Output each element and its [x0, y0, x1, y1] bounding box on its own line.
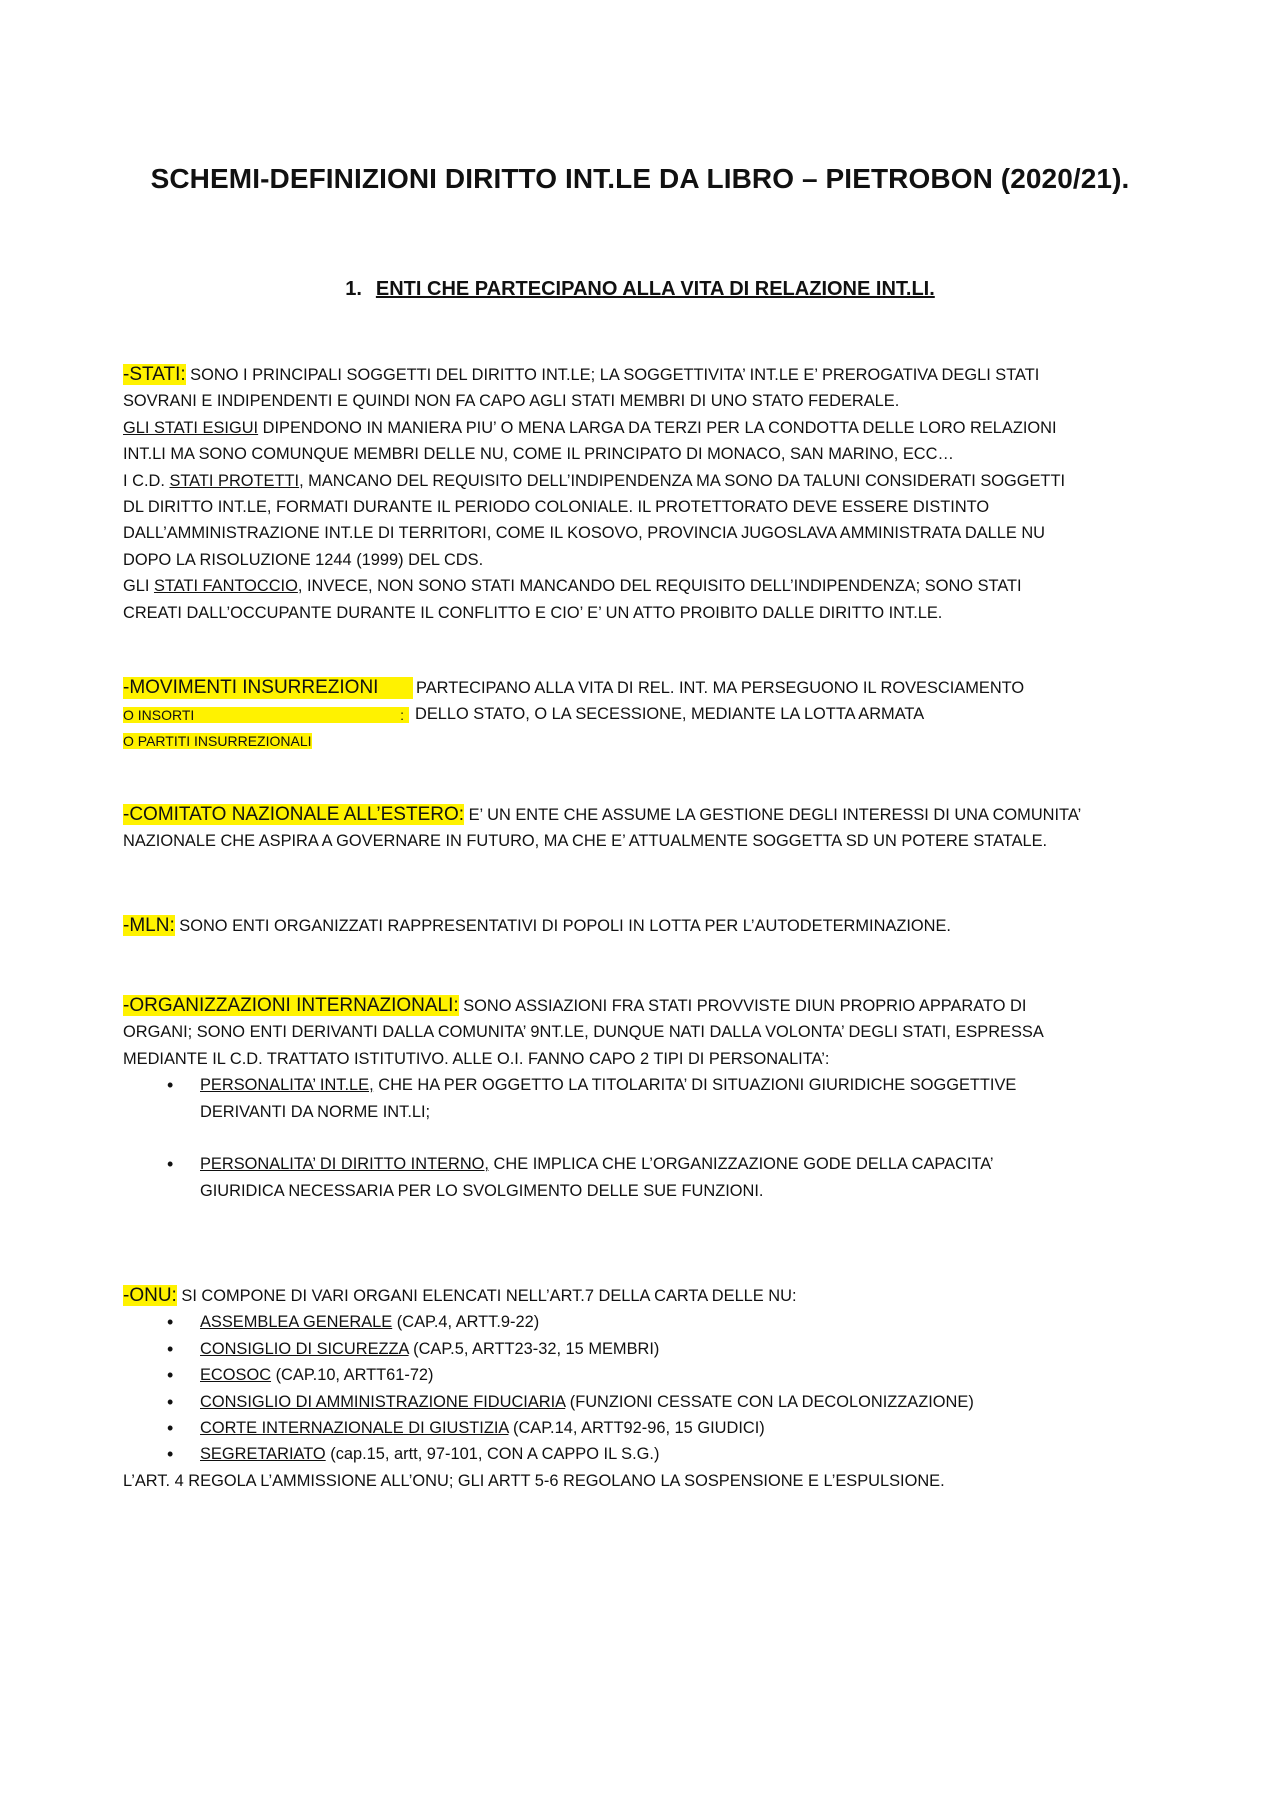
personalita-list [123, 1072, 1183, 1204]
mln-label: -MLN: [123, 915, 175, 936]
bullet-icon: • [167, 1075, 174, 1096]
comitato-label: -COMITATO NAZIONALE ALL’ESTERO: [123, 804, 465, 825]
bullet-icon: • [167, 1154, 174, 1175]
stati-fantoccio-term: STATI FANTOCCIO [153, 577, 298, 596]
comitato-paragraph: -COMITATO NAZIONALE ALL’ESTERO: E’ UN ENTE CHE ASSUME LA GESTIONE DEGLI INTERESSI DI UNA COMUNITA’ NAZIONALE CHE ASPIRA A GOVERNARE IN FUTURO, MA CHE E’ ATTUALMENTE SOGGETTA SD UN POTERE STATALE. [123, 804, 1082, 851]
onu-footer-text: L’ART. 4 REGOLA L’AMMISSIONE ALL’ONU; GLI ARTT 5-6 REGOLANO LA SOSPENSIONE E L’ESPULSIONE. [123, 1471, 945, 1490]
bullet-icon: • [167, 1365, 174, 1386]
onu-paragraph: -ONU: SI COMPONE DI VARI ORGANI ELENCATI NELL’ART.7 DELLA CARTA DELLE NU: • ASSEMBLEA GENERALE (CAP.4, ARTT.9-22) • CONSIGLIO DI SICUREZZA (CAP.5, ARTT23-32, 15 MEMBRI) • ECOSOC (CAP.10, ARTT61-72) • CONSIGLIO DI AMMINISTRAZIONE FIDUCIARIA (FUNZIONI CESSATE CON LA DECOLONIZZAZIONE) • CORTE INTERNAZIONALE DI GIUSTIZIA (CAP.14, ARTT92-96, 15 GIUDICI) • SEGRETARIATO (cap.15, artt, 97-101, CON A CAPPO IL S.G.) L’ART. 4 REGOLA L’AMMISSIONE ALL’ONU; GLI ARTT 5-6 REGOLANO LA SOSPENSIONE E L’ESPULSIONE. [123, 1283, 1183, 1494]
section-heading [0, 278, 1280, 301]
stati-paragraph: -STATI: SONO I PRINCIPALI SOGGETTI DEL DIRITTO INT.LE; LA SOGGETTIVITA’ INT.LE E’ PREROGATIVA DEGLI STATI SOVRANI E INDIPENDENTI E QUINDI NON FA CAPO AGLI STATI MEMBRI DI UNO STATO FEDERALE. GLI STATI ESIGUI DIPENDONO IN MANIERA PIU’ O MENA LARGA DA TERZI PER LA CONDOTTA DELLE LORO RELAZIONI INT.LI MA SONO COMUNQUE MEMBRI DELLE NU, COME IL PRINCIPATO DI MONACO, SAN MARINO, ECC… I C.D. STATI PROTETTI, MANCANO DEL REQUISITO DELL’INDIPENDENZA MA SONO DA TALUNI CONSIDERATI SOGGETTI DL DIRITTO INT.LE, FORMATI DURANTE IL PERIODO COLONIALE. IL PROTETTORATO DEVE ESSERE DISTINTO DALL’AMMINISTRAZIONE INT.LE DI TERRITORI, COME IL KOSOVO, PROVINCIA JUGOSLAVA AMMINISTRATA DALLE NU DOPO LA RISOLUZIONE 1244 (1999) DEL CDS. GLI STATI FANTOCCIO, INVECE, NON SONO STATI MANCANDO DEL REQUISITO DELL’INDIPENDENZA; SONO STATI CREATI DALL’OCCUPANTE DURANTE IL CONFLITTO E CIO’ E’ UN ATTO PROIBITO DALLE DIRITTO INT.LE. [123, 364, 1066, 622]
mln-paragraph: -MLN: SONO ENTI ORGANIZZATI RAPPRESENTATIVI DI POPOLI IN LOTTA PER L’AUTODETERMINAZIONE. [123, 915, 951, 936]
stati-esigui-term: GLI STATI ESIGUI [123, 418, 259, 437]
bullet-icon: • [167, 1338, 174, 1359]
list-item: • ECOSOC (CAP.10, ARTT61-72) [123, 1362, 1183, 1388]
bullet-icon: • [167, 1391, 174, 1412]
movimenti-label-insorti: O INSORTI : [123, 707, 409, 723]
list-item: • PERSONALITA’ DI DIRITTO INTERNO, CHE IMPLICA CHE L’ORGANIZZAZIONE GODE DELLA CAPACITA’ GIURIDICA NECESSARIA PER LO SVOLGIMENTO DELLE SUE FUNZIONI. [123, 1151, 1183, 1204]
stati-label: -STATI: [123, 364, 186, 385]
list-item: • CONSIGLIO DI SICUREZZA (CAP.5, ARTT23-32, 15 MEMBRI) [123, 1336, 1183, 1362]
movimenti-label: -MOVIMENTI INSURREZIONI [123, 677, 413, 699]
document-title: SCHEMI-DEFINIZIONI DIRITTO INT.LE DA LIBRO – PIETROBON (2020/21). [150, 163, 1130, 194]
bullet-icon: • [167, 1444, 174, 1465]
onu-label: -ONU: [123, 1285, 177, 1306]
document-page: SCHEMI-DEFINIZIONI DIRITTO INT.LE DA LIBRO – PIETROBON (2020/21). 1. ENTI CHE PARTECIPANO ALLA VITA DI RELAZIONE INT.LI. -STATI: SONO I PRINCIPALI SOGGETTI DEL DIRITTO INT.LE; LA SOGGETTIVITA’ INT.LE E’ PREROGATIVA DEGLI STATI SOVRANI E INDIPENDENTI E QUINDI NON FA CAPO AGLI STATI MEMBRI DI UNO STATO FEDERALE. GLI STATI ESIGUI DIPENDONO IN MANIERA PIU’ O MENA LARGA DA TERZI PER LA CONDOTTA DELLE LORO RELAZIONI INT.LI MA SONO COMUNQUE MEMBRI DELLE NU, COME IL PRINCIPATO DI MONACO, SAN MARINO, ECC… I C.D. STATI PROTETTI, MANCANO DEL REQUISITO DELL’INDIPENDENZA MA SONO DA TALUNI CONSIDERATI SOGGETTI DL DIRITTO INT.LE, FORMATI DURANTE IL PERIODO COLONIALE. IL PROTETTORATO DEVE ESSERE DISTINTO DALL’AMMINISTRAZIONE INT.LE DI TERRITORI, COME IL KOSOVO, PROVINCIA JUGOSLAVA AMMINISTRATA DALLE NU DOPO LA RISOLUZIONE 1244 (1999) DEL CDS. GLI STATI FANTOCCIO, INVECE, NON SONO STATI MANCANDO DEL REQUISITO DELL’INDIPENDENZA; SONO STATI CREATI DALL’OCCUPANTE DURANTE IL CONFLITTO E CIO’ E’ UN ATTO PROIBITO DALLE DIRITTO INT.LE. -MOVIMENTI INSURREZIONI PARTECIPANO ALLA VITA DI REL. INT. MA PERSEGUONO IL ROVESCIAMENTO O INSORTI : DELLO STATO, O LA SECESSIONE, MEDIANTE LA LOTTA ARMATA O PARTITI INSURREZIONALI -COMITATO NAZIONALE ALL’ESTERO: E’ UN ENTE CHE ASSUME LA GESTIONE DEGLI INTERESSI DI UNA COMUNITA’ NAZIONALE CHE ASPIRA A GOVERNARE IN FUTURO, MA CHE E’ ATTUALMENTE SOGGETTA SD UN POTERE STATALE. -MLN: SONO ENTI ORGANIZZATI RAPPRESENTATIVI DI POPOLI IN LOTTA PER L’AUTODETERMINAZIONE. -ORGANIZZAZIONI INTERNAZIONALI: SONO ASSIAZIONI FRA STATI PROVVISTE DIUN PROPRIO APPARATO DI ORGANI; SONO ENTI DERIVANTI DALLA COMUNITA’ 9NT.LE, DUNQUE NATI DALLA VOLONTA’ DEGLI STATI, ESPRESSA MEDIANTE IL C.D. TRATTATO ISTITUTIVO. ALLE O.I. FANNO CAPO 2 TIPI DI PERSONALITA’: • PERSONALITA’ INT.LE, CHE HA PER OGGETTO LA TITOLARITA’ DI SITUAZIONI GIURIDICHE SOGGETTIVE DERIVANTI DA NORME INT.LI; • PERSONALITA’ DI DIRITTO INTERNO, CHE IMPLICA CHE L’ORGANIZZAZIONE GODE DELLA CAPACITA’ GIURIDICA NECESSARIA PER LO SVOLGIMENTO DELLE SUE FUNZIONI. -ONU: SI COMPONE DI VARI ORGANI ELENCATI NELL’ART.7 DELLA CARTA DELLE NU: • ASSEMBLEA GENERALE (CAP.4, ARTT.9-22) • CONSIGLIO DI SICUREZZA (CAP.5, ARTT23-32, 15 MEMBRI) • ECOSOC (CAP.10, ARTT61-72) • CONSIGLIO DI AMMINISTRAZIONE FIDUCIARIA (FUNZIONI CESSATE CON LA DECOLONIZZAZIONE) • CORTE INTERNAZIONALE DI GIUSTIZIA (CAP.14, ARTT92-96, 15 GIUDICI) • SEGRETARIATO (cap.15, artt, 97-101, CON A CAPPO IL S.G.) L’ART. 4 REGOLA L’AMMISSIONE ALL’ONU; GLI ARTT 5-6 REGOLANO LA SOSPENSIONE E L’ESPULSIONE. [0, 0, 1280, 1811]
bullet-icon: • [167, 1417, 174, 1438]
list-item: • PERSONALITA’ INT.LE, CHE HA PER OGGETTO LA TITOLARITA’ DI SITUAZIONI GIURIDICHE SOGGETTIVE DERIVANTI DA NORME INT.LI; [123, 1072, 1183, 1125]
organizzazioni-paragraph: -ORGANIZZAZIONI INTERNAZIONALI: SONO ASSIAZIONI FRA STATI PROVVISTE DIUN PROPRIO APPARATO DI ORGANI; SONO ENTI DERIVANTI DALLA COMUNITA’ 9NT.LE, DUNQUE NATI DALLA VOLONTA’ DEGLI STATI, ESPRESSA MEDIANTE IL C.D. TRATTATO ISTITUTIVO. ALLE O.I. FANNO CAPO 2 TIPI DI PERSONALITA’: • PERSONALITA’ INT.LE, CHE HA PER OGGETTO LA TITOLARITA’ DI SITUAZIONI GIURIDICHE SOGGETTIVE DERIVANTI DA NORME INT.LI; • PERSONALITA’ DI DIRITTO INTERNO, CHE IMPLICA CHE L’ORGANIZZAZIONE GODE DELLA CAPACITA’ GIURIDICA NECESSARIA PER LO SVOLGIMENTO DELLE SUE FUNZIONI. [123, 993, 1183, 1204]
stati-protetti-term: STATI PROTETTI [169, 471, 300, 490]
section-number: 1. [345, 278, 362, 300]
list-item: • CONSIGLIO DI AMMINISTRAZIONE FIDUCIARIA (FUNZIONI CESSATE CON LA DECOLONIZZAZIONE) [123, 1389, 1183, 1415]
list-item: • ASSEMBLEA GENERALE (CAP.4, ARTT.9-22) [123, 1309, 1183, 1335]
section-title: ENTI CHE PARTECIPANO ALLA VITA DI RELAZIONE INT.LI. [375, 278, 935, 300]
list-item: • SEGRETARIATO (cap.15, artt, 97-101, CON A CAPPO IL S.G.) [123, 1441, 1183, 1467]
list-item: • CORTE INTERNAZIONALE DI GIUSTIZIA (CAP.14, ARTT92-96, 15 GIUDICI) [123, 1415, 1183, 1441]
organizzazioni-label: -ORGANIZZAZIONI INTERNAZIONALI: [123, 995, 459, 1016]
bullet-icon: • [167, 1312, 174, 1333]
movimenti-label-partiti: O PARTITI INSURREZIONALI [123, 733, 312, 749]
onu-organs-list [123, 1309, 1183, 1467]
